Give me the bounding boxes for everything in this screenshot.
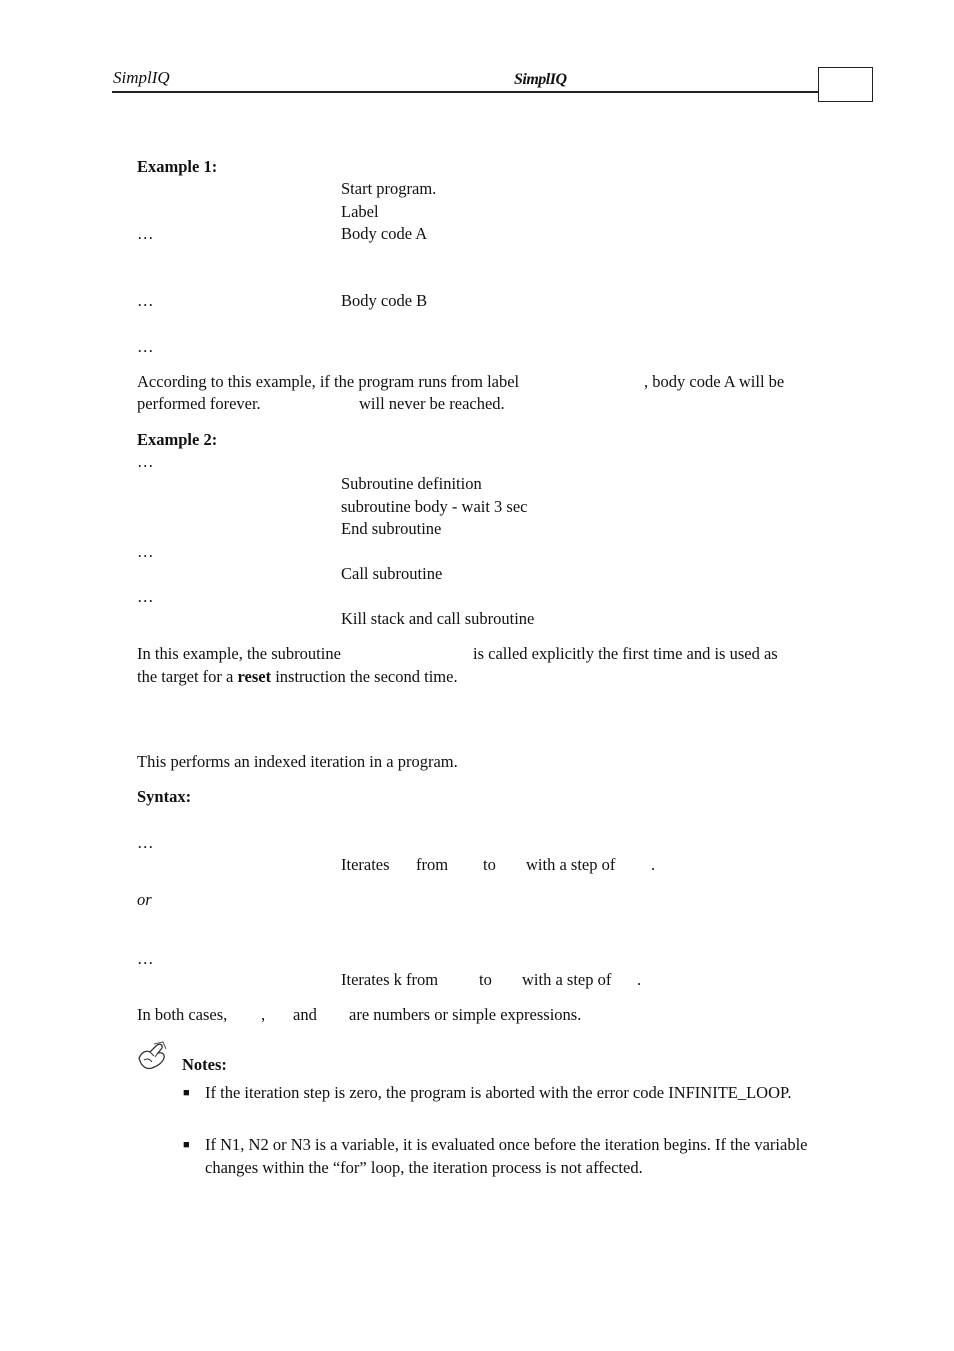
notes-heading: Notes: <box>182 1055 227 1074</box>
example2-para-line2c: instruction the second time. <box>275 667 458 686</box>
syntax-ellipsis-1: … <box>137 833 154 852</box>
example2-ellipsis-2: … <box>137 542 154 561</box>
note-item-1: If the iteration step is zero, the program is aborted with the error code INFINITE_LOOP. <box>205 1083 792 1102</box>
syntax-heading: Syntax: <box>137 787 192 806</box>
note-hand-icon <box>136 1040 170 1074</box>
bullet-1: ■ <box>183 1087 190 1099</box>
example1-para-part2: , body code A will be <box>644 372 785 391</box>
example2-para-line2a: the target for a <box>137 667 234 686</box>
example1-line1: Start program. <box>341 179 437 198</box>
both-b: , <box>261 1005 266 1024</box>
iter1-d: with a step of <box>526 855 616 874</box>
iter2-d: with a step of <box>522 970 612 989</box>
example1-para-line2a: performed forever. <box>137 394 261 413</box>
example1-ellipsis-1: … <box>137 224 154 243</box>
both-c: and <box>293 1005 317 1024</box>
example2-heading: Example 2: <box>137 430 218 449</box>
for-intro: This performs an indexed iteration in a program. <box>137 752 458 771</box>
reset-keyword: reset <box>237 667 272 686</box>
iter2-c: to <box>479 970 492 989</box>
example2-ellipsis-1: … <box>137 452 154 471</box>
header-left-title: SimplIQ <box>113 68 170 87</box>
example2-para-part1: In this example, the subroutine <box>137 644 341 663</box>
iter1-e: . <box>651 855 656 874</box>
both-a: In both cases, <box>137 1005 228 1024</box>
example1-line3: Body code A <box>341 224 428 243</box>
example1-line4: Body code B <box>341 291 428 310</box>
bullet-2: ■ <box>183 1139 190 1151</box>
example1-line2: Label <box>341 202 379 221</box>
example1-ellipsis-3: … <box>137 337 154 356</box>
iter2-e: . <box>637 970 642 989</box>
header-rule <box>112 91 819 93</box>
example1-para-part1: According to this example, if the program runs from label <box>137 372 520 391</box>
example2-line5: Kill stack and call subroutine <box>341 609 535 628</box>
example1-para-line2b: will never be reached. <box>359 394 505 413</box>
iter1-c: to <box>483 855 496 874</box>
both-d: are numbers or simple expressions. <box>349 1005 582 1024</box>
syntax-ellipsis-2: … <box>137 949 154 968</box>
page-number-box <box>818 67 873 102</box>
example2-line2: subroutine body - wait 3 sec <box>341 497 528 516</box>
iter2-a: Iterates k from <box>341 970 439 989</box>
example2-para-line2 <box>137 667 458 687</box>
example2-line4: Call subroutine <box>341 564 443 583</box>
note-item-2: If N1, N2 or N3 is a variable, it is evaluated once before the iteration begins. If the variable changes within the “for” loop, the iteration process is not affected. <box>205 1135 808 1177</box>
iter1-a: Iterates <box>341 855 390 874</box>
header-center-title: SimplIQ <box>514 71 567 88</box>
example1-heading: Example 1: <box>137 157 218 176</box>
example1-ellipsis-2: … <box>137 291 154 310</box>
example2-line3: End subroutine <box>341 519 442 538</box>
example2-line1: Subroutine definition <box>341 474 482 493</box>
example2-ellipsis-3: … <box>137 587 154 606</box>
iter1-b: from <box>416 855 449 874</box>
example2-para-part2: is called explicitly the first time and is used as <box>473 644 778 663</box>
or-label: or <box>137 890 152 909</box>
